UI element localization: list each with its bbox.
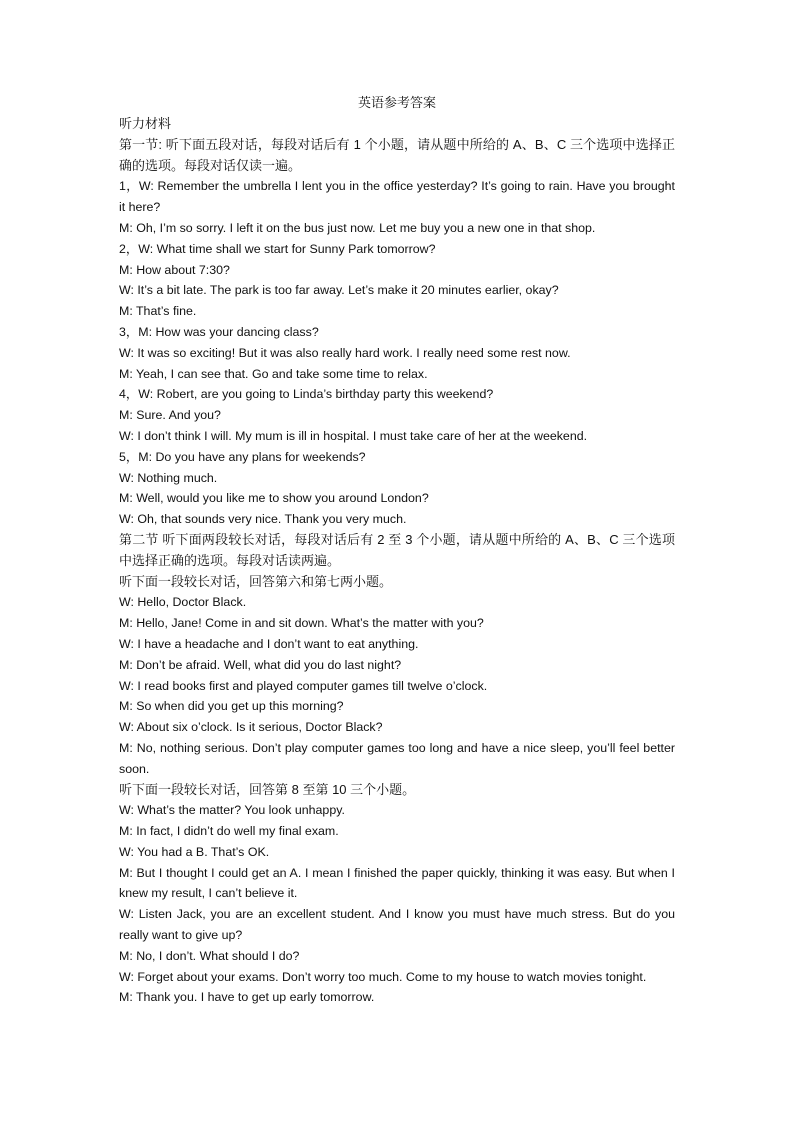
- text-line: 听力材料: [119, 116, 172, 131]
- text-line: 第一节: 听下面五段对话，每段对话后有 1 个小题，请从题中所给的 A、B、C 三个选项中选择正确的选项。每段对话仅读一遍。: [119, 136, 675, 173]
- text-line: W: Hello, Doctor Black.: [119, 595, 247, 610]
- text-line: W: Forget about your exams. Don’t worry too much. Come to my house to watch movies tonight.: [119, 969, 647, 984]
- document-body: [119, 114, 675, 1008]
- text-line: M: No, nothing serious. Don’t play computer games too long and have a nice sleep, you’ll feel better soon.: [119, 740, 675, 776]
- text-line: M: How about 7:30?: [119, 262, 230, 277]
- text-line: 5，M: Do you have any plans for weekends?: [119, 449, 366, 464]
- text-line: 1，W: Remember the umbrella I lent you in the office yesterday? It’s going to rain. Have you brought it here?: [119, 179, 675, 215]
- text-line: W: Oh, that sounds very nice. Thank you very much.: [119, 512, 407, 527]
- text-line: W: Nothing much.: [119, 470, 218, 485]
- text-line: M: So when did you get up this morning?: [119, 699, 344, 714]
- text-line: 听下面一段较长对话，回答第六和第七两小题。: [119, 573, 393, 589]
- text-line: M: That’s fine.: [119, 304, 197, 319]
- text-line: M: Hello, Jane! Come in and sit down. What’s the matter with you?: [119, 616, 484, 631]
- document-page: [119, 93, 675, 1008]
- text-line: W: You had a B. That’s OK.: [119, 844, 270, 859]
- text-line: 听下面一段较长对话，回答第 8 至第 10 三个小题。: [119, 781, 416, 797]
- text-line: 4，W: Robert, are you going to Linda’s birthday party this weekend?: [119, 387, 494, 402]
- text-line: M: Don’t be afraid. Well, what did you do last night?: [119, 657, 402, 672]
- text-line: 2，W: What time shall we start for Sunny Park tomorrow?: [119, 241, 436, 256]
- text-line: M: Thank you. I have to get up early tomorrow.: [119, 990, 375, 1005]
- text-line: W: Listen Jack, you are an excellent student. And I know you must have much stress. But do you really want to give up?: [119, 907, 675, 943]
- text-line: 3，M: How was your dancing class?: [119, 324, 319, 339]
- text-line: W: I don’t think I will. My mum is ill in hospital. I must take care of her at the weekend.: [119, 428, 588, 443]
- text-line: M: Well, would you like me to show you around London?: [119, 491, 429, 506]
- text-line: M: Yeah, I can see that. Go and take some time to relax.: [119, 366, 428, 381]
- text-line: W: I read books first and played computer games till twelve o’clock.: [119, 678, 488, 693]
- text-line: W: About six o’clock. Is it serious, Doctor Black?: [119, 720, 383, 735]
- text-line: W: It’s a bit late. The park is too far away. Let’s make it 20 minutes earlier, okay?: [119, 283, 559, 298]
- text-line: 第二节 听下面两段较长对话，每段对话后有 2 至 3 个小题，请从题中所给的 A、B、C 三个选项中选择正确的选项。每段对话读两遍。: [119, 531, 675, 568]
- text-line: W: I have a headache and I don’t want to eat anything.: [119, 636, 419, 651]
- text-line: W: What’s the matter? You look unhappy.: [119, 803, 345, 818]
- text-line: M: Oh, I’m so sorry. I left it on the bus just now. Let me buy you a new one in that shop.: [119, 220, 596, 235]
- text-line: M: But I thought I could get an A. I mean I finished the paper quickly, thinking it was easy. But when I knew my result, I can’t believe it.: [119, 865, 675, 901]
- document-title: 英语参考答案: [357, 95, 436, 110]
- text-line: M: Sure. And you?: [119, 408, 221, 423]
- text-line: M: No, I don’t. What should I do?: [119, 948, 300, 963]
- text-line: W: It was so exciting! But it was also really hard work. I really need some rest now.: [119, 345, 571, 360]
- text-line: M: In fact, I didn’t do well my final exam.: [119, 824, 339, 839]
